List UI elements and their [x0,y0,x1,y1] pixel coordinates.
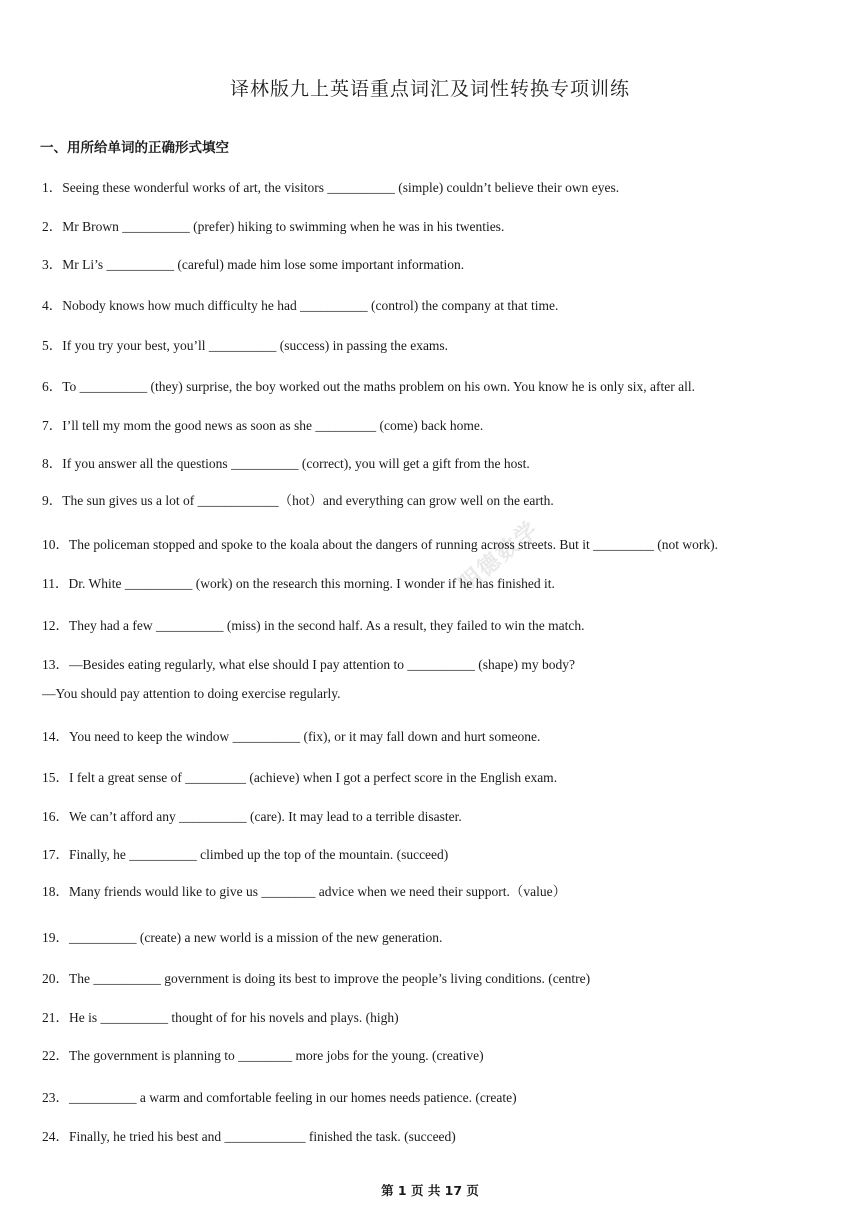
question-7: 7．I’ll tell my mom the good news as soon as she _________ (come) back home. [42,418,484,433]
question-18: 18．Many friends would like to give us ________ advice when we need their support.（value） [42,884,567,899]
question-6: 6．To __________ (they) surprise, the boy worked out the maths problem on his own. You know he is only six, after all. [42,379,695,394]
question-19: 19．__________ (create) a new world is a mission of the new generation. [42,930,443,945]
question-8: 8．If you answer all the questions __________ (correct), you will get a gift from the host. [42,456,530,471]
page-title: 译林版九上英语重点词汇及词性转换专项训练 [229,78,630,100]
question-5: 5．If you try your best, you’ll __________ (success) in passing the exams. [42,338,449,353]
question-9: 9．The sun gives us a lot of ____________（hot）and everything can grow well on the earth. [42,493,554,508]
question-23: 23．__________ a warm and comfortable feeling in our homes needs patience. (create) [42,1090,517,1105]
question-12: 12．They had a few __________ (miss) in the second half. As a result, they failed to win the match. [42,618,585,633]
question-3: 3．Mr Li’s __________ (careful) made him lose some important information. [42,257,465,272]
question-13: 13．—Besides eating regularly, what else should I pay attention to __________ (shape) my body? [42,657,576,672]
question-22: 22．The government is planning to ________ more jobs for the young. (creative) [42,1048,484,1063]
question-21: 21．He is __________ thought of for his novels and plays. (high) [42,1010,399,1025]
question-16: 16．We can’t afford any __________ (care). It may lead to a terrible disaster. [42,809,462,824]
section-heading: 一、用所给单词的正确形式填空 [40,140,229,156]
question-11: 11．Dr. White __________ (work) on the research this morning. I wonder if he has finished it. [42,576,555,591]
question-14: 14．You need to keep the window __________ (fix), or it may fall down and hurt someone. [42,729,541,744]
question-1: 1．Seeing these wonderful works of art, the visitors __________ (simple) couldn’t believe their own eyes. [42,180,620,195]
question-2: 2．Mr Brown __________ (prefer) hiking to swimming when he was in his twenties. [42,219,505,234]
page-footer: 第 1 页 共 17 页 [381,1183,479,1198]
question-24: 24．Finally, he tried his best and ____________ finished the task. (succeed) [42,1129,456,1144]
watermark: 明德数学 [454,516,545,598]
question-15: 15．I felt a great sense of _________ (achieve) when I got a perfect score in the English exam. [42,770,558,785]
question-17: 17．Finally, he __________ climbed up the top of the mountain. (succeed) [42,847,449,862]
question-20: 20．The __________ government is doing its best to improve the people’s living conditions. (centre) [42,971,591,986]
question-10: 10．The policeman stopped and spoke to the koala about the dangers of running across streets. But it _________ (not work). [42,537,718,552]
question-4: 4．Nobody knows how much difficulty he had __________ (control) the company at that time. [42,298,559,313]
question-13-answer: —You should pay attention to doing exercise regularly. [42,686,341,701]
